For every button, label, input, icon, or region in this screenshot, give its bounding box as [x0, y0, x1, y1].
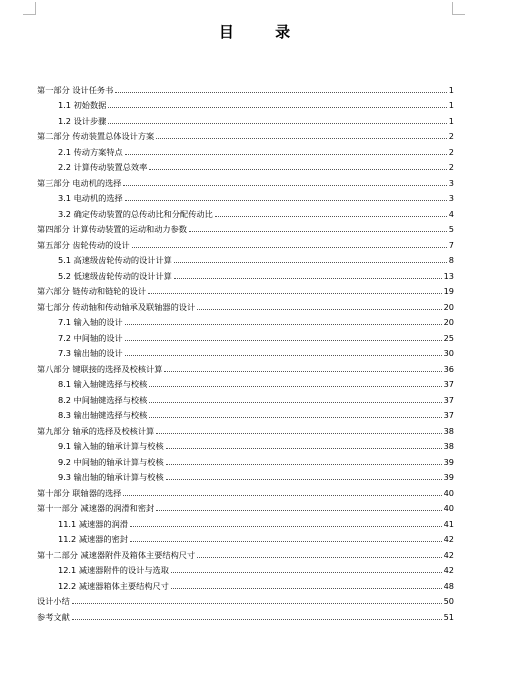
toc-entry-label: 11.1 减速器的润滑	[58, 518, 128, 529]
toc-entry-label: 9.3 输出轴的轴承计算与校核	[58, 472, 164, 482]
toc-dot-leader	[171, 572, 442, 573]
toc-dot-leader	[174, 262, 447, 263]
page-corner-mark-left	[23, 2, 36, 15]
toc-dot-leader	[149, 169, 446, 170]
toc-dot-leader	[215, 216, 447, 217]
toc-dot-leader	[125, 324, 442, 325]
toc-entry[interactable]	[37, 110, 454, 126]
toc-entry-label: 第九部分 轴承的选择及校核计算	[37, 425, 155, 436]
toc-dot-leader	[130, 526, 442, 527]
toc-entry-label: 7.3 输出轴的设计	[58, 348, 123, 358]
toc-entry-label: 3.2 确定传动装置的总传动比和分配传动比	[58, 208, 213, 219]
toc-entry[interactable]	[37, 374, 454, 390]
toc-entry[interactable]	[37, 389, 454, 405]
toc-dot-leader	[115, 92, 446, 93]
toc-entry-page-number: 8	[448, 255, 454, 265]
toc-dot-leader	[189, 231, 447, 232]
toc-dot-leader	[156, 433, 441, 434]
toc-entry-label: 第二部分 传动装置总体设计方案	[37, 131, 155, 141]
toc-dot-leader	[164, 371, 441, 372]
toc-dot-leader	[132, 247, 447, 248]
toc-entry[interactable]	[37, 95, 454, 111]
toc-entry-label: 第四部分 计算传动装置的运动和动力参数	[37, 224, 187, 234]
toc-entry-page-number: 37	[443, 394, 454, 405]
toc-entry-label: 1.1 初始数据	[58, 100, 107, 110]
toc-dot-leader	[125, 340, 442, 341]
toc-entry-label: 9.2 中间轴的轴承计算与校核	[58, 456, 164, 467]
toc-dot-leader	[72, 619, 442, 620]
toc-dot-leader	[125, 200, 447, 201]
toc-entry-label: 12.1 减速器附件的设计与选取	[58, 565, 169, 575]
toc-dot-leader	[149, 417, 441, 418]
toc-entry-page-number: 1	[448, 100, 454, 110]
toc-entry[interactable]	[37, 436, 454, 452]
toc-entry-label: 第七部分 传动轴和传动轴承及联轴器的设计	[37, 301, 196, 312]
toc-dot-leader	[125, 154, 447, 155]
toc-entry[interactable]	[37, 467, 454, 483]
toc-entry-page-number: 38	[443, 425, 454, 436]
toc-entry[interactable]	[37, 203, 454, 219]
toc-entry[interactable]	[37, 188, 454, 204]
toc-entry-label: 第三部分 电动机的选择	[37, 177, 122, 188]
toc-dot-leader	[174, 278, 442, 279]
toc-entry-label: 2.2 计算传动装置总效率	[58, 162, 148, 172]
toc-entry[interactable]	[37, 234, 454, 250]
toc-entry[interactable]	[37, 141, 454, 157]
toc-entry[interactable]	[37, 281, 454, 297]
toc-entry-label: 2.1 传动方案特点	[58, 146, 123, 157]
toc-entry-page-number: 1	[448, 115, 454, 126]
toc-entry-page-number: 3	[448, 177, 454, 188]
toc-entry-page-number: 37	[443, 379, 454, 389]
toc-dot-leader	[156, 510, 441, 511]
toc-entry-label: 第十二部分 减速器附件及箱体主要结构尺寸	[37, 549, 196, 560]
toc-entry-page-number: 42	[443, 565, 454, 575]
toc-entry[interactable]	[37, 358, 454, 374]
toc-entry-label: 8.3 输出轴键选择与校核	[58, 410, 148, 420]
toc-entry-label: 9.1 输入轴的轴承计算与校核	[58, 441, 164, 451]
toc-dot-leader	[156, 138, 447, 139]
toc-entry-page-number: 19	[443, 286, 454, 296]
toc-entry[interactable]	[37, 575, 454, 591]
toc-entry[interactable]	[37, 343, 454, 359]
toc-entry[interactable]	[37, 312, 454, 328]
toc-entry[interactable]	[37, 529, 454, 545]
toc-title: 目 录	[218, 23, 309, 41]
toc-entry-label: 设计小结	[37, 596, 70, 606]
toc-entry-page-number: 13	[443, 270, 454, 281]
toc-entry[interactable]	[37, 482, 454, 498]
toc-entry-page-number: 40	[443, 487, 454, 498]
toc-dot-leader	[148, 293, 442, 294]
toc-entry-label: 第六部分 链传动和链轮的设计	[37, 286, 147, 296]
toc-entry-page-number: 20	[443, 301, 454, 312]
page-corner-mark-right	[452, 2, 465, 15]
toc-entry[interactable]	[37, 591, 454, 607]
toc-dot-leader	[125, 355, 442, 356]
toc-entry[interactable]	[37, 405, 454, 421]
table-of-contents	[37, 79, 454, 622]
toc-dot-leader	[197, 309, 441, 310]
toc-entry-label: 7.2 中间轴的设计	[58, 332, 123, 343]
toc-entry-page-number: 7	[448, 239, 454, 250]
toc-entry-label: 5.2 低速级齿轮传动的设计计算	[58, 270, 172, 281]
toc-entry[interactable]	[37, 560, 454, 576]
toc-entry[interactable]	[37, 420, 454, 436]
toc-entry-label: 8.2 中间轴键选择与校核	[58, 394, 148, 405]
toc-entry[interactable]	[37, 157, 454, 173]
toc-entry[interactable]	[37, 498, 454, 514]
toc-entry-page-number: 41	[443, 518, 454, 529]
toc-entry-page-number: 38	[443, 441, 454, 451]
toc-entry-page-number: 3	[448, 193, 454, 203]
toc-entry-page-number: 40	[443, 503, 454, 513]
toc-entry-page-number: 2	[448, 131, 454, 141]
toc-entry-label: 第五部分 齿轮传动的设计	[37, 239, 130, 250]
toc-entry-label: 12.2 减速器箱体主要结构尺寸	[58, 580, 169, 591]
toc-entry[interactable]	[37, 606, 454, 622]
toc-entry-page-number: 1	[448, 84, 454, 95]
toc-entry[interactable]	[37, 513, 454, 529]
toc-entry-page-number: 42	[443, 549, 454, 560]
toc-dot-leader	[72, 603, 442, 604]
toc-entry-page-number: 39	[443, 456, 454, 467]
toc-dot-leader	[149, 386, 441, 387]
toc-entry-label: 5.1 高速级齿轮传动的设计计算	[58, 255, 172, 265]
toc-entry-label: 第一部分 设计任务书	[37, 84, 114, 95]
toc-entry[interactable]	[37, 327, 454, 343]
toc-dot-leader	[123, 185, 446, 186]
toc-entry[interactable]	[37, 544, 454, 560]
toc-entry-page-number: 42	[443, 534, 454, 544]
toc-entry-page-number: 5	[448, 224, 454, 234]
toc-entry-label: 7.1 输入轴的设计	[58, 317, 123, 327]
toc-dot-leader	[108, 107, 446, 108]
toc-dot-leader	[166, 479, 442, 480]
toc-entry[interactable]	[37, 126, 454, 142]
toc-entry-label: 11.2 减速器的密封	[58, 534, 128, 544]
toc-dot-leader	[197, 557, 441, 558]
toc-entry-page-number: 37	[443, 410, 454, 420]
toc-entry[interactable]	[37, 219, 454, 235]
toc-entry-page-number: 20	[443, 317, 454, 327]
toc-entry-page-number: 2	[448, 162, 454, 172]
toc-entry[interactable]	[37, 172, 454, 188]
toc-entry-page-number: 50	[443, 596, 454, 606]
toc-entry[interactable]	[37, 451, 454, 467]
toc-entry-page-number: 2	[448, 146, 454, 157]
toc-dot-leader	[166, 448, 442, 449]
toc-entry-page-number: 36	[443, 363, 454, 374]
toc-entry-page-number: 48	[443, 580, 454, 591]
toc-entry-page-number: 51	[443, 611, 454, 622]
toc-entry-label: 第十一部分 减速器的润滑和密封	[37, 503, 155, 513]
toc-entry-page-number: 25	[443, 332, 454, 343]
toc-entry-page-number: 30	[443, 348, 454, 358]
toc-entry-label: 3.1 电动机的选择	[58, 193, 123, 203]
toc-entry-label: 第十部分 联轴器的选择	[37, 487, 122, 498]
toc-entry-label: 8.1 输入轴键选择与校核	[58, 379, 148, 389]
toc-entry[interactable]	[37, 296, 454, 312]
toc-dot-leader	[130, 541, 442, 542]
toc-dot-leader	[166, 464, 442, 465]
toc-entry-page-number: 4	[448, 208, 454, 219]
toc-dot-leader	[171, 588, 442, 589]
toc-entry[interactable]	[37, 250, 454, 266]
toc-dot-leader	[108, 123, 446, 124]
toc-entry-label: 1.2 设计步骤	[58, 115, 107, 126]
toc-entry[interactable]	[37, 79, 454, 95]
toc-dot-leader	[123, 495, 441, 496]
toc-entry[interactable]	[37, 265, 454, 281]
toc-entry-label: 第八部分 键联接的选择及校核计算	[37, 363, 163, 374]
toc-entry-page-number: 39	[443, 472, 454, 482]
toc-entry-label: 参考文献	[37, 611, 70, 622]
toc-dot-leader	[149, 402, 441, 403]
